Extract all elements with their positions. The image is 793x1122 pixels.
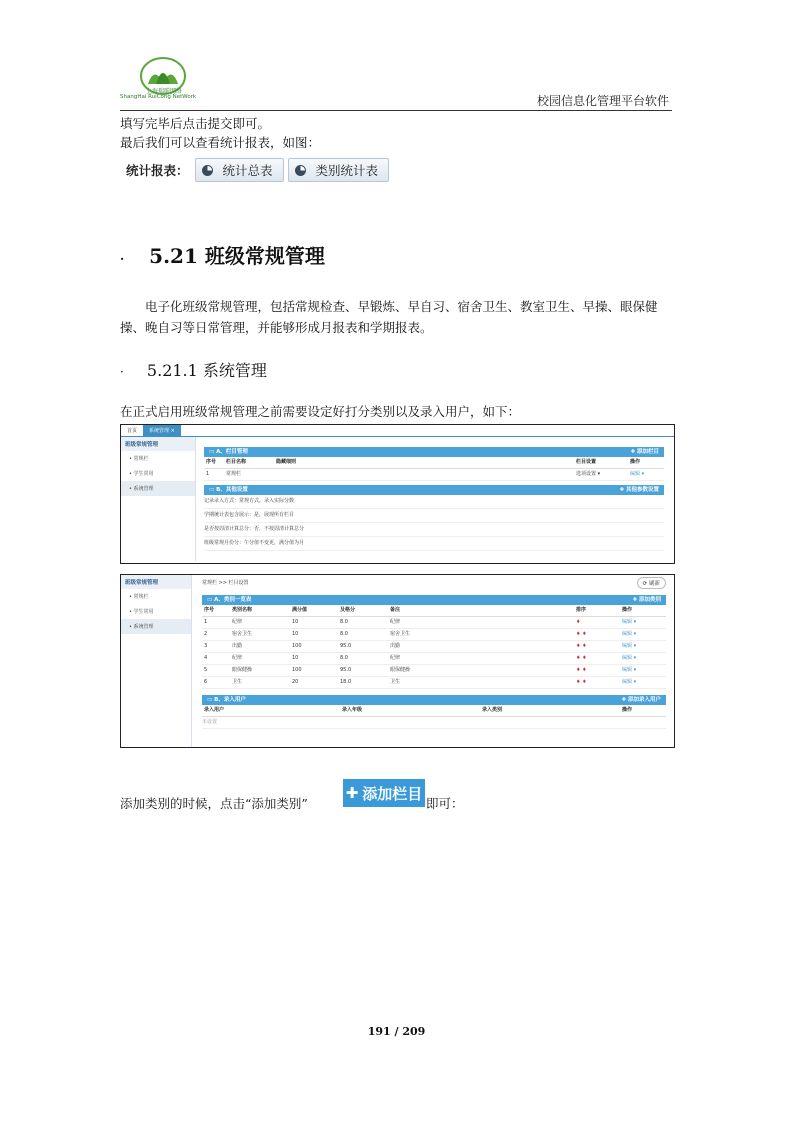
table-cell: 宿舍卫生: [390, 631, 411, 637]
section-heading-text: 5.21 班级常规管理: [149, 244, 325, 268]
logo-chinese-text: 上海瑞聪网络: [145, 88, 182, 95]
bullet: ·: [120, 252, 125, 266]
plus-icon: ✚: [345, 784, 359, 802]
setting-row: 是否按周清计算总分：否，不按周清计算总分: [204, 523, 664, 537]
sidebar-item-student[interactable]: • 学生常用: [129, 609, 154, 615]
table-cell: 5: [204, 667, 208, 673]
sort-arrows-icon[interactable]: ♦ ♦: [576, 655, 587, 661]
section-bar-title: B、其他设置: [216, 487, 248, 493]
table-cell: 眼保健操: [390, 667, 411, 673]
table-row: [202, 665, 666, 677]
screenshot-category-list: [120, 574, 675, 748]
table-cell: 10: [292, 619, 299, 625]
table-cell: 纪律: [390, 655, 401, 661]
stat-report-toolbar: [126, 159, 389, 181]
tab-bar: [121, 425, 674, 437]
paragraph-setup: 在正式启用班级常规管理之前需要设定好打分类别以及录入用户，如下：: [120, 404, 521, 419]
sidebar-item-system[interactable]: • 系统管理: [121, 619, 191, 634]
other-settings-button[interactable]: ✚ 其他参数设置: [619, 487, 659, 493]
paragraph-add-category: [120, 794, 308, 813]
section-bar-title: A、栏目管理: [216, 449, 248, 455]
table-row: 1 常规栏 选项设置 ▾ 编辑 ▾: [204, 469, 664, 481]
tab-system-label: 系统管理: [149, 428, 170, 434]
empty-row: 未设置: [202, 717, 666, 729]
sidebar-item-system[interactable]: • 系统管理: [121, 481, 195, 496]
sidebar: [121, 575, 192, 747]
category-stat-label: 类别统计表: [315, 163, 379, 178]
add-column-button[interactable]: ✚ 添加栏目: [630, 449, 659, 455]
setting-row: 记录录入方式：常规方式，录入实际分数: [204, 495, 664, 509]
table-cell: 出勤: [390, 643, 401, 649]
stat-summary-label: 统计总表: [222, 163, 273, 178]
paragraph-submit: 填写完毕后点击提交即可。: [120, 116, 271, 131]
paragraph-class-routine: 电子化班级常规管理，包括常规检查、早锻炼、早自习、宿舍卫生、教室卫生、早操、眼保健操、晚自习等日常管理，并能够形成月报表和学期报表。: [120, 299, 658, 335]
add-category-text: 添加类别的时候，点击“添加类别”: [120, 796, 308, 811]
section-bar-title: B、录入用户: [214, 697, 246, 703]
add-column-button-image[interactable]: [343, 779, 425, 807]
table-cell: 纪律: [390, 619, 401, 625]
sort-arrows-icon[interactable]: ♦ ♦: [576, 631, 587, 637]
table-header: 序号 类别名称 满分值 及格分 备注 排序 操作: [202, 605, 666, 617]
table-cell: 4: [204, 655, 208, 661]
table-cell: 卫生: [232, 679, 243, 685]
subsection-heading: [120, 358, 267, 381]
add-category-button[interactable]: ✚ 添加类别: [632, 597, 661, 603]
main-panel: [204, 447, 664, 551]
page-number: 191 / 209: [367, 1025, 426, 1038]
table-row: [202, 629, 666, 641]
screenshot-column-settings: [120, 424, 675, 564]
main-panel: [202, 595, 666, 729]
table-cell: 2: [204, 631, 208, 637]
paragraph-report-intro: 最后我们可以查看统计报表，如图：: [120, 135, 321, 150]
add-column-label: 添加栏目: [362, 784, 423, 803]
bullet: ·: [120, 365, 124, 379]
table-cell: 眼保健操: [232, 667, 253, 673]
edit-link[interactable]: 编辑 ▾: [622, 667, 637, 673]
sidebar-title: 班级常规管理: [121, 437, 195, 451]
table-cell: 10: [292, 631, 299, 637]
table-cell: 出勤: [232, 643, 243, 649]
column-options-dropdown[interactable]: 选项设置 ▾: [576, 471, 601, 477]
table-cell: 20: [292, 679, 299, 685]
setting-row: 班级常规月份分：午分值不变更，满分值为月: [204, 537, 664, 551]
table-cell: 纪律: [232, 655, 243, 661]
edit-link[interactable]: 编辑 ▾: [622, 643, 637, 649]
edit-link[interactable]: 编辑 ▾: [622, 631, 637, 637]
breadcrumb: 常规栏 >> 栏目设置: [202, 580, 249, 586]
tab-system[interactable]: [143, 425, 181, 436]
table-cell: 10: [292, 655, 299, 661]
user-table-header: 录入用户 录入年级 录入类别 操作: [202, 705, 666, 717]
pie-chart-icon: [295, 165, 306, 176]
table-cell: 8.0: [340, 619, 348, 625]
header-title: 校园信息化管理平台软件: [536, 94, 669, 108]
logo-english-text: ShangHai RuiCong NetWork: [120, 94, 197, 100]
sort-arrows-icon[interactable]: ♦ ♦: [576, 667, 587, 673]
table-row: [202, 677, 666, 689]
table-row: [202, 617, 666, 629]
tab-home[interactable]: 首页: [127, 428, 138, 434]
table-cell: 卫生: [390, 679, 401, 685]
table-row: [202, 653, 666, 665]
sidebar-title: 班级常规管理: [121, 575, 191, 589]
sort-arrows-icon[interactable]: ♦: [576, 619, 581, 625]
table-cell: 95.0: [340, 667, 352, 673]
table-cell: 纪律: [232, 619, 243, 625]
table-cell: 95.0: [340, 643, 352, 649]
section-bar-columns: ▭ A、栏目管理 ✚ 添加栏目: [204, 447, 664, 457]
section-heading: [120, 240, 325, 269]
subsection-heading-text: 5.21.1 系统管理: [146, 361, 267, 380]
refresh-button[interactable]: ⟳ 刷新: [637, 577, 666, 589]
section-bar-title: A、类别一览表: [214, 597, 252, 603]
table-cell: 18.0: [340, 679, 352, 685]
section-bar-other: ▭ B、其他设置 ✚ 其他参数设置: [204, 485, 664, 495]
edit-link[interactable]: 编辑 ▾: [622, 655, 637, 661]
table-cell: 8.0: [340, 655, 348, 661]
stat-report-label: 统计报表：: [126, 163, 189, 178]
paragraph-add-category-end: 即可：: [426, 796, 464, 811]
edit-link[interactable]: 编辑 ▾: [622, 679, 637, 685]
table-cell: 3: [204, 643, 208, 649]
table-header: 序号 栏目名称 隐藏细则 栏目设置 操作: [204, 457, 664, 469]
stat-summary-button[interactable]: [195, 158, 284, 182]
section-bar-users: ▭ B、录入用户 ✚ 添加录入用户: [202, 695, 666, 705]
category-stat-button[interactable]: [288, 158, 390, 182]
header-divider: [120, 110, 672, 111]
table-cell: 6: [204, 679, 208, 685]
sidebar-item-routine[interactable]: • 常规栏: [129, 456, 149, 462]
table-cell: 8.0: [340, 631, 348, 637]
table-cell: 100: [292, 667, 302, 673]
refresh-label: 刷新: [648, 581, 660, 587]
sidebar-item-routine[interactable]: • 常规栏: [129, 594, 149, 600]
close-icon[interactable]: ×: [170, 428, 175, 434]
setting-row: 学期统计表包含展示：是，展现所有栏目: [204, 509, 664, 523]
sort-arrows-icon[interactable]: ♦ ♦: [576, 643, 587, 649]
category-table-body: [202, 617, 666, 689]
table-cell: 100: [292, 643, 302, 649]
sidebar: [121, 437, 196, 561]
table-cell: 1: [204, 619, 208, 625]
sidebar-item-student[interactable]: • 学生常用: [129, 471, 154, 477]
add-user-button[interactable]: ✚ 添加录入用户: [621, 697, 661, 703]
table-row: [202, 641, 666, 653]
pie-chart-icon: [202, 165, 213, 176]
table-cell: 宿舍卫生: [232, 631, 253, 637]
edit-link[interactable]: 编辑 ▾: [630, 471, 645, 477]
edit-link[interactable]: 编辑 ▾: [622, 619, 637, 625]
section-bar-categories: ▭ A、类别一览表 ✚ 添加类别: [202, 595, 666, 605]
sort-arrows-icon[interactable]: ♦ ♦: [576, 679, 587, 685]
